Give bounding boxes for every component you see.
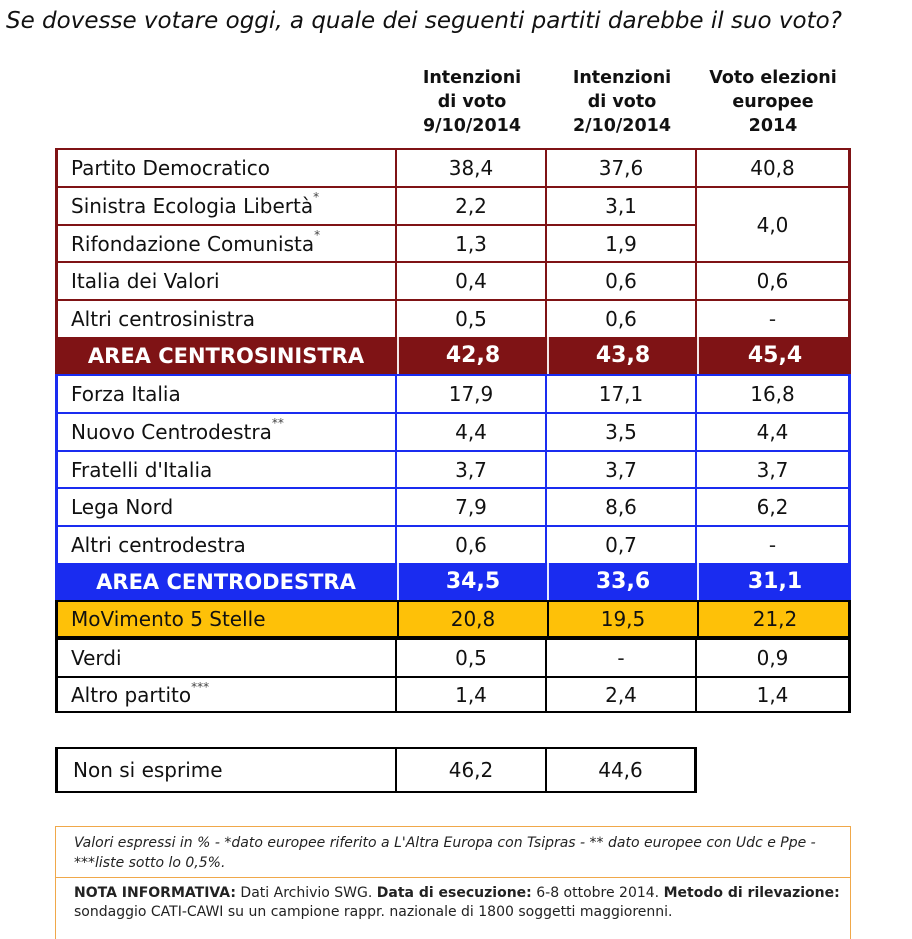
value-cell: 0,9 <box>697 638 851 676</box>
row-label <box>55 224 397 261</box>
area-total: 42,8 <box>397 337 547 374</box>
area-centrodestra-band <box>55 563 851 600</box>
row-label <box>55 638 397 676</box>
value-cell: 20,8 <box>397 600 547 638</box>
column-header-line: di voto <box>587 92 657 112</box>
column-header-1 <box>398 66 546 138</box>
area-total: 33,6 <box>547 563 697 600</box>
row-label: MoVimento 5 Stelle <box>71 607 266 631</box>
footnote-text: Valori espressi in % - *dato europee riferito a L'Altra Europa con Tsipras - ** dato europee con Udc e Ppe - ***liste sotto lo 0,5%. <box>74 835 816 871</box>
value-cell: 1,4 <box>697 676 851 713</box>
value-cell: 1,9 <box>547 224 697 261</box>
row-label <box>55 299 397 337</box>
row-label <box>55 186 397 224</box>
footnote-mark: *** <box>191 680 210 694</box>
value-cell: 21,2 <box>697 600 851 638</box>
value-cell: 0,6 <box>547 261 697 299</box>
area-total: 31,1 <box>697 563 851 600</box>
value-cell: 0,6 <box>697 261 851 299</box>
value-cell: - <box>697 299 851 337</box>
value-cell: 3,5 <box>547 412 697 450</box>
value-cell: 19,5 <box>547 600 697 638</box>
column-header-line: Intenzioni <box>572 68 672 88</box>
value-cell: 4,4 <box>697 412 851 450</box>
column-header-line: 2014 <box>748 116 798 136</box>
value-cell: 38,4 <box>397 148 547 186</box>
value-cell: 3,1 <box>547 186 697 224</box>
column-header-line: 9/10/2014 <box>422 116 522 136</box>
value-cell: 17,1 <box>547 374 697 412</box>
value-cell: 17,9 <box>397 374 547 412</box>
area-centrosinistra-band <box>55 337 851 374</box>
party-name: Altro partito <box>71 682 192 707</box>
footnote-mark: * <box>314 228 321 242</box>
party-name: Altri centrodestra <box>71 533 246 557</box>
value-cell: 4,0 <box>697 186 851 261</box>
value-cell: 3,7 <box>697 450 851 487</box>
notes-divider <box>56 877 850 878</box>
row-label <box>55 525 397 563</box>
row-label <box>55 148 397 186</box>
value-cell: 0,5 <box>397 299 547 337</box>
value-cell: 2,2 <box>397 186 547 224</box>
value-cell: 1,4 <box>397 676 547 713</box>
nota-label: NOTA INFORMATIVA: <box>74 885 236 901</box>
party-name: Verdi <box>71 646 122 670</box>
metodo-label: Metodo di rilevazione: <box>663 885 840 901</box>
column-header-line: di voto <box>437 92 507 112</box>
esecuzione-text: 6-8 ottobre 2014. <box>531 885 664 901</box>
row-label <box>55 676 397 713</box>
party-name: Nuovo Centrodestra <box>71 420 272 444</box>
non-si-esprime-label: Non si esprime <box>55 747 397 793</box>
footnote-mark: ** <box>271 416 284 430</box>
column-header-line: Intenzioni <box>422 68 522 88</box>
value-cell: - <box>547 638 697 676</box>
column-header-line: 2/10/2014 <box>572 116 672 136</box>
area-label: AREA CENTROSINISTRA <box>87 343 365 368</box>
row-label <box>55 487 397 525</box>
row-label <box>55 374 397 412</box>
area-label: AREA CENTRODESTRA <box>96 569 356 594</box>
area-total: 43,8 <box>547 337 697 374</box>
value-cell: 16,8 <box>697 374 851 412</box>
value-cell: 0,6 <box>547 299 697 337</box>
value-cell: 8,6 <box>547 487 697 525</box>
row-label <box>55 261 397 299</box>
value-cell: 2,4 <box>547 676 697 713</box>
row-label <box>55 412 397 450</box>
party-name: Lega Nord <box>71 495 174 519</box>
column-header-2 <box>548 66 696 138</box>
footnote-mark: * <box>313 190 320 204</box>
nota-informativa <box>74 884 844 922</box>
party-name: Altri centrosinistra <box>71 307 256 331</box>
non-si-esprime-value: 46,2 <box>395 747 547 793</box>
notes-box <box>55 826 851 939</box>
value-cell: 6,2 <box>697 487 851 525</box>
party-name: Italia dei Valori <box>71 269 220 293</box>
row-label <box>55 450 397 487</box>
party-name: Forza Italia <box>71 382 181 406</box>
value-cell: 37,6 <box>547 148 697 186</box>
value-cell: 3,7 <box>397 450 547 487</box>
esecuzione-label: Data di esecuzione: <box>376 885 532 901</box>
metodo-text: sondaggio CATI-CAWI su un campione rappr. nazionale di 1800 soggetti maggiorenni. <box>74 904 673 920</box>
party-name: Partito Democratico <box>71 156 271 180</box>
non-si-esprime-value: 44,6 <box>545 747 697 793</box>
value-cell: 4,4 <box>397 412 547 450</box>
value-cell: 0,6 <box>397 525 547 563</box>
area-total: 34,5 <box>397 563 547 600</box>
value-cell: 3,7 <box>547 450 697 487</box>
party-name: Rifondazione Comunista <box>71 231 315 256</box>
column-header-line: Voto elezioni <box>709 68 837 88</box>
value-cell: 0,4 <box>397 261 547 299</box>
party-name: Sinistra Ecologia Libertà <box>71 194 314 218</box>
party-name: Fratelli d'Italia <box>71 457 213 482</box>
column-header-line: europee <box>732 92 814 112</box>
value-cell: 40,8 <box>697 148 851 186</box>
area-total: 45,4 <box>697 337 851 374</box>
value-cell: 0,5 <box>397 638 547 676</box>
value-cell: 7,9 <box>397 487 547 525</box>
nota-text: Dati Archivio SWG. <box>235 885 377 901</box>
column-header-3 <box>698 66 848 138</box>
value-cell: 0,7 <box>547 525 697 563</box>
value-cell: 1,3 <box>397 224 547 261</box>
page-title: Se dovesse votare oggi, a quale dei seguenti partiti darebbe il suo voto? <box>6 8 842 34</box>
value-cell: - <box>697 525 851 563</box>
